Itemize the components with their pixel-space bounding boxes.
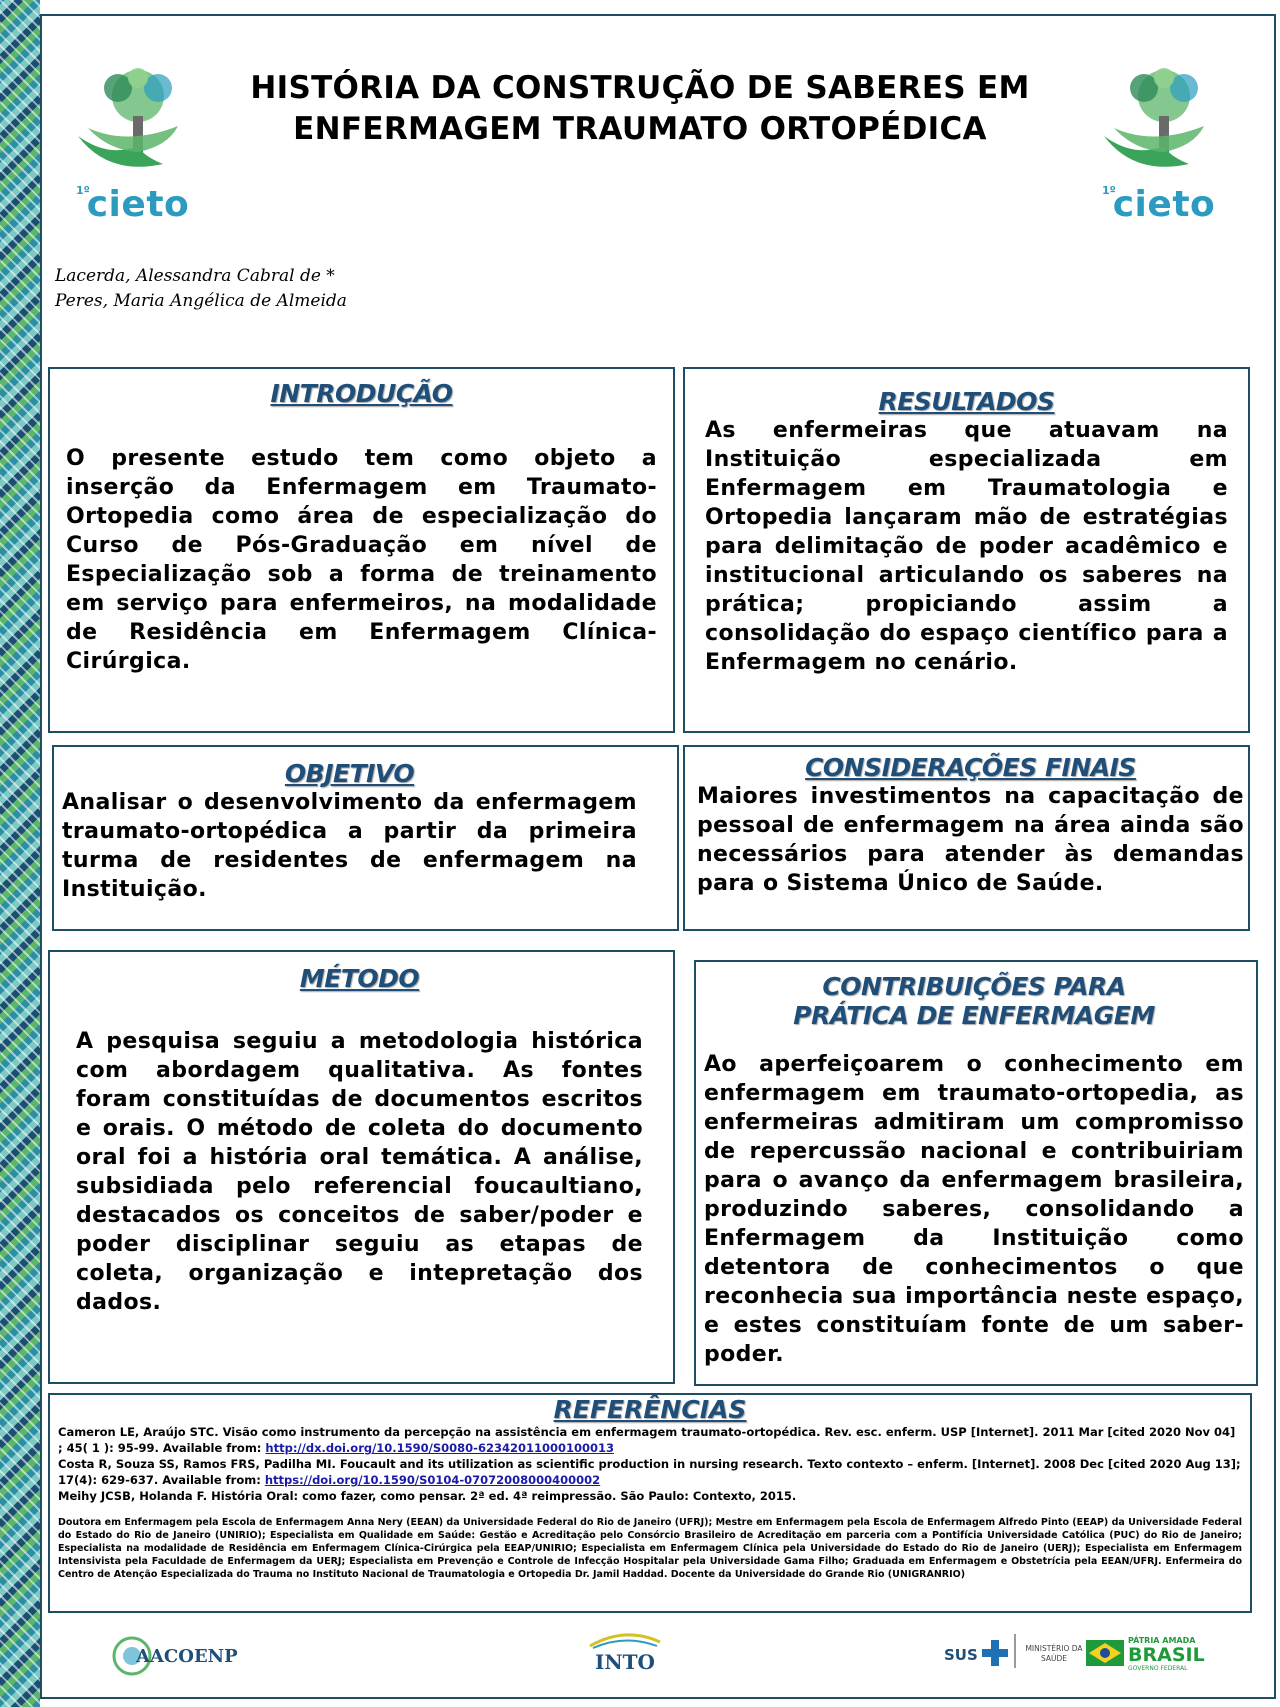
reference-2-text: Costa R, Souza SS, Ramos FRS, Padilha MI. Foucault and its utilization as scientific production in nursing research. Texto contexto – enferm. [Internet]. 2008 Dec [cited 2020 Aug 13]; 17(4): 629-637. Available from:: [58, 1457, 1241, 1487]
sus-cross-icon: [982, 1640, 1008, 1666]
cieto-brand-text: cieto: [1112, 184, 1216, 225]
introducao-text: O presente estudo tem como objeto a inserção da Enfermagem em Traumato-Ortopedia como área de especialização do Curso de Pós-Graduação em nível de Especialização sob a forma de treinamento em serviço para enfermeiros, na modalidade de Residência em Enfermagem Clínica-Cirúrgica.: [66, 446, 657, 674]
governo-federal-text: GOVERNO FEDERAL: [1128, 1665, 1188, 1672]
sus-logo: [944, 1636, 1034, 1676]
decorative-border-strip: [0, 0, 40, 1707]
metodo-heading: MÉTODO: [299, 964, 420, 993]
poster-title: [200, 68, 1080, 150]
cieto-edition-label: 1º: [1102, 184, 1116, 197]
author-2: Peres, Maria Angélica de Almeida: [55, 291, 347, 311]
consideracoes-heading: CONSIDERAÇÕES FINAIS: [805, 753, 1136, 782]
poster-title-line1: HISTÓRIA DA CONSTRUÇÃO DE SABERES EM: [250, 70, 1030, 106]
reference-item-1: [50, 1424, 1250, 1456]
objetivo-heading: OBJETIVO: [284, 759, 415, 788]
governo-federal-logo: [1086, 1636, 1206, 1676]
referencias-heading: REFERÊNCIAS: [553, 1395, 747, 1424]
referencias-section: [48, 1393, 1252, 1613]
aacoenp-text: AACOENP: [136, 1646, 238, 1667]
tree-leaf-icon: [1094, 66, 1234, 186]
introducao-section: [48, 367, 675, 733]
resultados-section: [683, 367, 1250, 733]
contribuicoes-heading-line2: PRÁTICA DE ENFERMAGEM: [793, 1001, 1155, 1030]
contribuicoes-text: Ao aperfeiçoarem o conhecimento em enfermagem em traumato-ortopedia, as enfermeiras admitiram um compromisso de repercussão nacional e contribuiriam para o avanço da enfermagem brasileira, produzindo saberes, consolidando a Enfermagem da Instituição como detentora de conhecimentos o que reconhecia sua importância neste espaço, e estes constituíam fonte de um saber-poder.: [704, 1052, 1244, 1367]
resultados-text: As enfermeiras que atuavam na Instituição especializada em Enfermagem em Traumatologia e Ortopedia lançaram mão de estratégias para delimitação de poder acadêmico e institucional articulando os saberes na prática; propiciando assim a consolidação do espaço científico para a Enfermagem no cenário.: [705, 418, 1228, 675]
resultados-heading: RESULTADOS: [878, 387, 1055, 416]
ministerio-line1: MINISTÉRIO DA: [1025, 1644, 1083, 1653]
patria-amada-text: PÁTRIA AMADA: [1128, 1636, 1196, 1645]
metodo-text: A pesquisa seguiu a metodologia histórica com abordagem qualitativa. As fontes foram constituídas de documentos escritos e orais. O método de coleta do documento oral foi a história oral temática. A análise, subsidiada pelo referencial foucaultiano, destacados os conceitos de saber/poder e poder disciplinar seguiu as etapas de coleta, organização e intepretação dos dados.: [76, 1029, 643, 1315]
sus-text: SUS: [944, 1646, 978, 1664]
cieto-logo-left: [68, 66, 208, 241]
author-1: Lacerda, Alessandra Cabral de *: [55, 266, 335, 286]
ministerio-line2: SAÚDE: [1040, 1654, 1068, 1663]
brazil-flag-icon: [1086, 1640, 1124, 1666]
consideracoes-text: Maiores investimentos na capacitação de pessoal de enfermagem na área ainda são necessários para atender às demandas para o Sistema Único de Saúde.: [697, 784, 1244, 896]
reference-1-text: Cameron LE, Araújo STC. Visão como instrumento da percepção na assistência em enfermagem traumato-ortopédica. Rev. esc. enferm. USP [Internet]. 2011 Mar [cited 2020 Nov 04] ; 45( 1 ): 95-99. Available from:: [58, 1425, 1236, 1455]
contribuicoes-heading-line1: CONTRIBUIÇÕES PARA: [822, 972, 1126, 1001]
into-swoosh-icon: [585, 1628, 665, 1650]
into-logo: [570, 1628, 680, 1692]
author-list: [55, 264, 347, 314]
contribuicoes-section: [694, 960, 1258, 1386]
brasil-text: BRASIL: [1128, 1644, 1205, 1666]
reference-item-3: [50, 1488, 1250, 1504]
reference-item-2: [50, 1456, 1250, 1488]
author-credentials-note: Doutora em Enfermagem pela Escola de Enfermagem Anna Nery (EEAN) da Universidade Federal do Rio de Janeiro (UFRJ); Mestre em Enfermagem pela Escola de Enfermagem Alfredo Pinto (EEAP) da Universidade Federal do Estado do Rio de Janeiro (UNIRIO); Especialista em Qualidade em Saúde: Gestão e Acreditação pelo Consórcio Brasileiro de Acreditação em parceria com a Pontifícia Universidade Católica (PUC) do Rio de Janeiro; Especialista na modalidade de Residência em Enfermagem Clínica-Cirúrgica pela EEAP/UNIRIO; Especialista em Enfermagem Clínica pela Universidade do Estado do Rio de Janeiro (UERJ); Especialista em Enfermagem Intensivista pela Faculdade de Enfermagem da UERJ; Especialista em Prevenção e Controle de Infecção Hospitalar pela Universidade Gama Filho; Graduada em Enfermagem e Obstetrícia pela EEAN/UFRJ. Enfermeira do Centro de Atenção Especializada do Trauma no Instituto Nacional de Traumatologia e Ortopedia Dr. Jamil Haddad. Docente da Universidade do Grande Rio (UNIGRANRIO): [58, 1517, 1242, 1580]
into-text: INTO: [595, 1650, 655, 1674]
cieto-edition-label: 1º: [76, 184, 90, 197]
objetivo-section: [52, 745, 679, 931]
cieto-brand-text: cieto: [86, 184, 190, 225]
cieto-logo-right: [1094, 66, 1234, 241]
poster-title-line2: ENFERMAGEM TRAUMATO ORTOPÉDICA: [293, 111, 987, 147]
ministerio-logo: [1022, 1644, 1086, 1664]
reference-3-text: Meihy JCSB, Holanda F. História Oral: como fazer, como pensar. 2ª ed. 4ª reimpressão. São Paulo: Contexto, 2015.: [58, 1489, 797, 1503]
reference-2-link[interactable]: https://doi.org/10.1590/S0104-07072008000400002: [264, 1473, 601, 1487]
metodo-section: [48, 950, 675, 1384]
objetivo-text: Analisar o desenvolvimento da enfermagem traumato-ortopédica a partir da primeira turma de residentes de enfermagem na Instituição.: [62, 790, 637, 902]
reference-1-link[interactable]: http://dx.doi.org/10.1590/S0080-62342011000100013: [265, 1441, 614, 1455]
aacoenp-logo: [112, 1628, 252, 1688]
tree-leaf-icon: [68, 66, 208, 186]
consideracoes-section: [683, 745, 1250, 931]
footer-divider: [1014, 1634, 1016, 1668]
introducao-heading: INTRODUÇÃO: [270, 379, 453, 408]
